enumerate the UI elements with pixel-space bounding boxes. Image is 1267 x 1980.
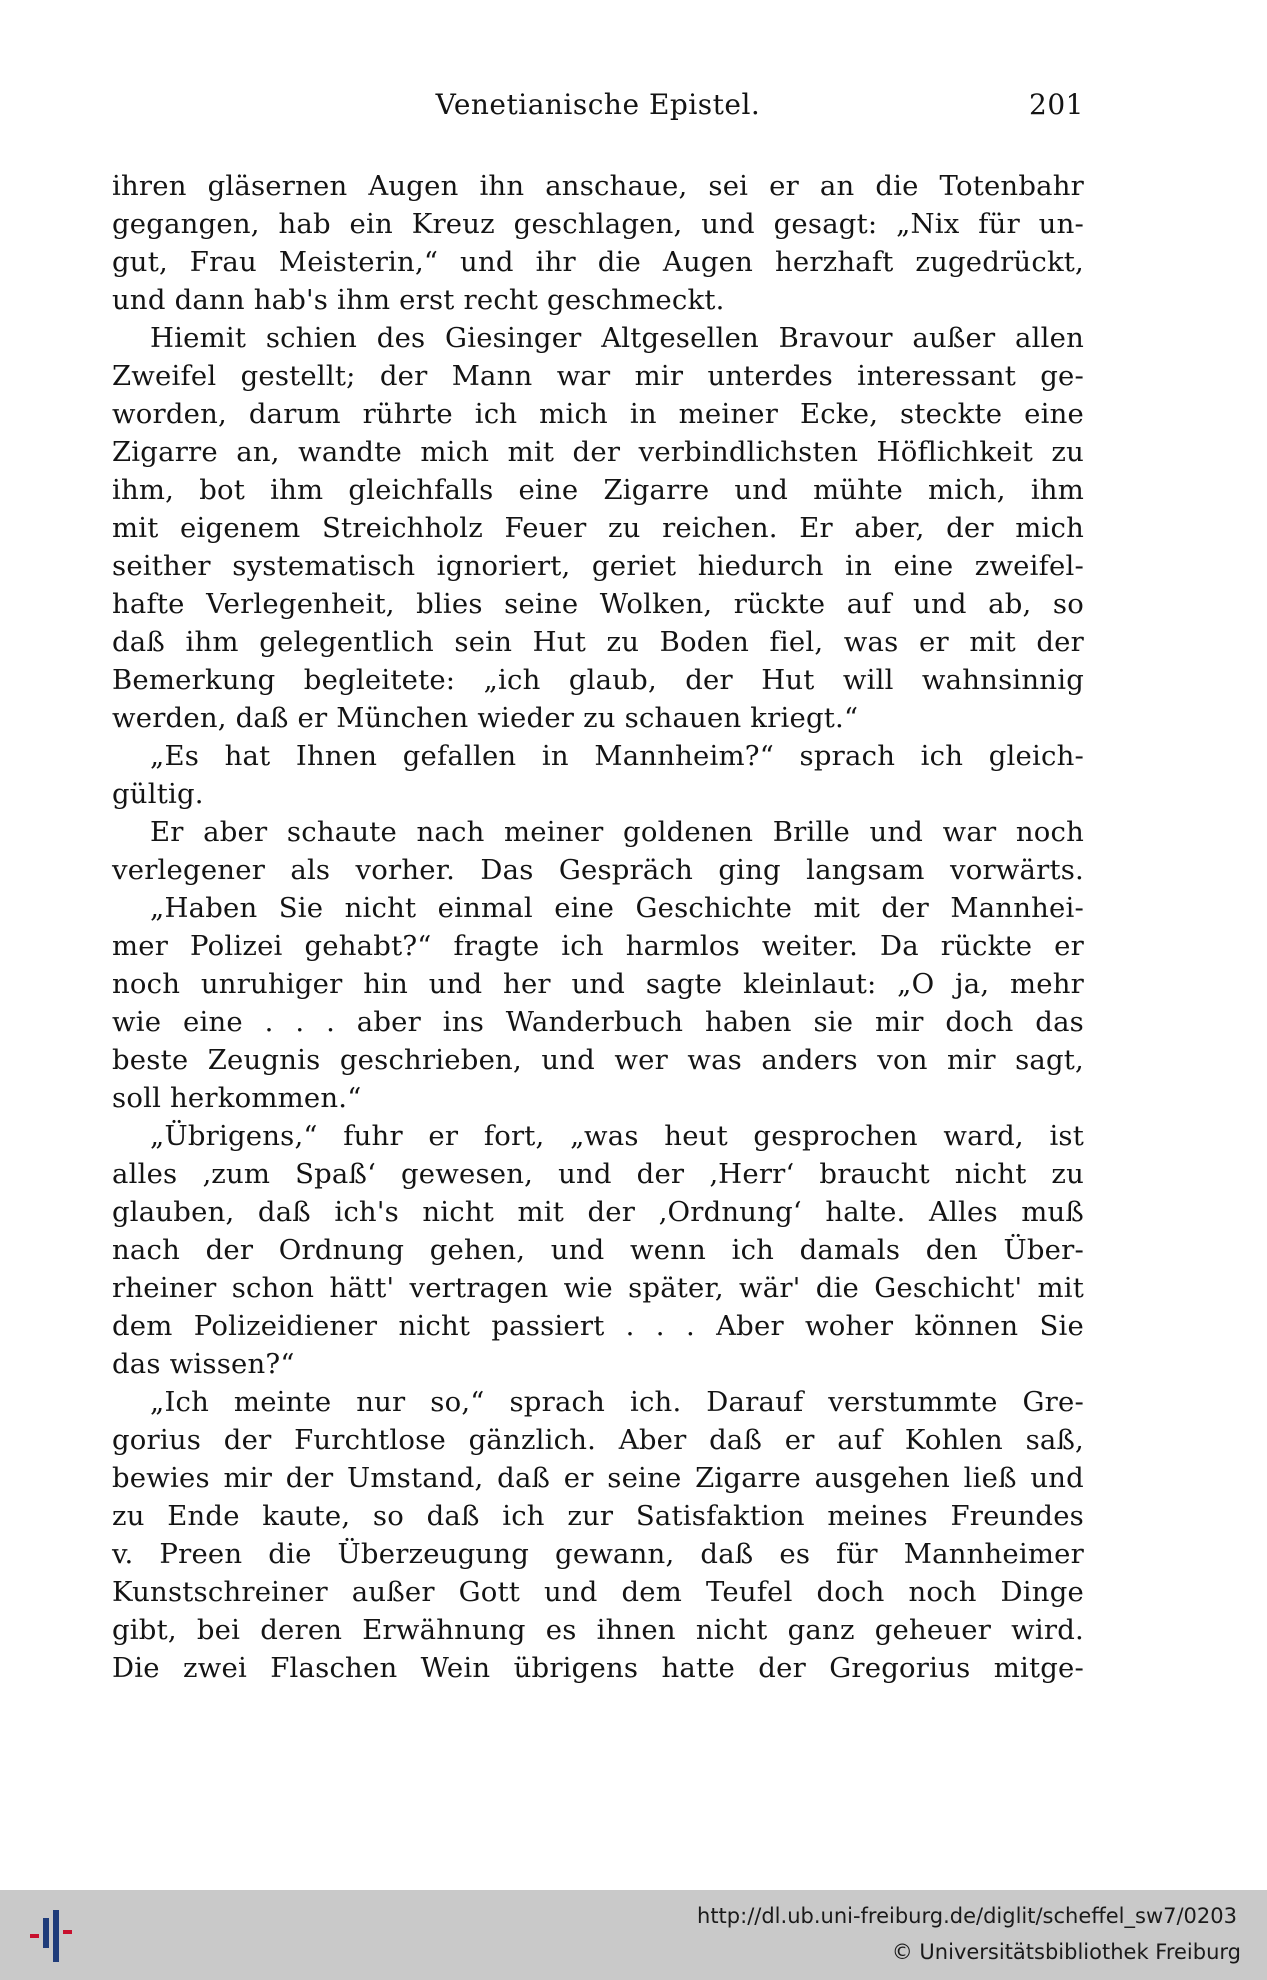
text-line: gut, Frau Meisterin,“ und ihr die Augen herzhaft zugedrückt,: [112, 246, 1084, 278]
text-line: „Ich meinte nur so,“ sprach ich. Darauf verstummte Gre-: [150, 1386, 1084, 1418]
page-number: 201: [1029, 88, 1084, 121]
text-line: nach der Ordnung gehen, und wenn ich damals den Über-: [112, 1234, 1084, 1266]
text-line: soll herkommen.“: [112, 1082, 362, 1114]
text-line: und dann hab's ihm erst recht geschmeckt.: [112, 284, 725, 316]
text-line: Zweifel gestellt; der Mann war mir unterdes interessant ge-: [112, 360, 1084, 392]
text-line: rheiner schon hätt' vertragen wie später, wär' die Geschicht' mit: [112, 1272, 1084, 1304]
text-line: daß ihm gelegentlich sein Hut zu Boden fiel, was er mit der: [112, 626, 1084, 658]
text-line: „Übrigens,“ fuhr er fort, „was heut gesprochen ward, ist: [150, 1120, 1084, 1152]
text-line: ihm, bot ihm gleichfalls eine Zigarre und mühte mich, ihm: [112, 474, 1084, 506]
text-line: mit eigenem Streichholz Feuer zu reichen. Er aber, der mich: [112, 512, 1084, 544]
text-line: verlegener als vorher. Das Gespräch ging langsam vorwärts.: [112, 854, 1084, 886]
text-line: Hiemit schien des Giesinger Altgesellen Bravour außer allen: [150, 322, 1084, 354]
text-line: ihren gläsernen Augen ihn anschaue, sei er an die Totenbahr: [112, 170, 1084, 202]
text-line: Zigarre an, wandte mich mit der verbindlichsten Höflichkeit zu: [112, 436, 1084, 468]
running-head: [112, 88, 1084, 128]
text-line: gibt, bei deren Erwähnung es ihnen nicht ganz geheuer wird.: [112, 1614, 1084, 1646]
text-line: Kunstschreiner außer Gott und dem Teufel doch noch Dinge: [112, 1576, 1084, 1608]
text-line: gegangen, hab ein Kreuz geschlagen, und gesagt: „Nix für un-: [112, 208, 1084, 240]
text-line: das wissen?“: [112, 1348, 295, 1380]
text-line: worden, darum rührte ich mich in meiner Ecke, steckte eine: [112, 398, 1084, 430]
text-line: „Es hat Ihnen gefallen in Mannheim?“ sprach ich gleich-: [150, 740, 1084, 772]
text-line: glauben, daß ich's nicht mit der ‚Ordnung‘ halte. Alles muß: [112, 1196, 1084, 1228]
footer-copyright: © Universitätsbibliothek Freiburg: [891, 1940, 1241, 1964]
text-line: alles ‚zum Spaß‘ gewesen, und der ‚Herr‘ braucht nicht zu: [112, 1158, 1084, 1190]
text-line: dem Polizeidiener nicht passiert . . . Aber woher können Sie: [112, 1310, 1084, 1342]
text-line: mer Polizei gehabt?“ fragte ich harmlos weiter. Da rückte er: [112, 930, 1084, 962]
text-line: zu Ende kaute, so daß ich zur Satisfaktion meines Freundes: [112, 1500, 1084, 1532]
text-line: noch unruhiger hin und her und sagte kleinlaut: „O ja, mehr: [112, 968, 1084, 1000]
running-title: Venetianische Epistel.: [435, 88, 761, 121]
text-line: „Haben Sie nicht einmal eine Geschichte mit der Mannhei-: [150, 892, 1084, 924]
text-line: seither systematisch ignoriert, geriet hiedurch in eine zweifel-: [112, 550, 1084, 582]
text-line: gorius der Furchtlose gänzlich. Aber daß er auf Kohlen saß,: [112, 1424, 1084, 1456]
text-line: Die zwei Flaschen Wein übrigens hatte der Gregorius mitge-: [112, 1652, 1084, 1684]
text-line: hafte Verlegenheit, blies seine Wolken, rückte auf und ab, so: [112, 588, 1084, 620]
body-text: [112, 167, 1084, 1687]
text-line: gültig.: [112, 778, 204, 810]
text-line: Bemerkung begleitete: „ich glaub, der Hut will wahnsinnig: [112, 664, 1084, 696]
text-line: Er aber schaute nach meiner goldenen Brille und war noch: [150, 816, 1084, 848]
text-line: werden, daß er München wieder zu schauen kriegt.“: [112, 702, 859, 734]
text-line: beste Zeugnis geschrieben, und wer was anders von mir sagt,: [112, 1044, 1084, 1076]
footer-bar: [0, 1890, 1267, 1980]
text-line: wie eine . . . aber ins Wanderbuch haben sie mir doch das: [112, 1006, 1084, 1038]
footer-url[interactable]: http://dl.ub.uni-freiburg.de/diglit/scheffel_sw7/0203: [697, 1904, 1237, 1928]
text-line: bewies mir der Umstand, daß er seine Zigarre ausgehen ließ und: [112, 1462, 1084, 1494]
ub-freiburg-logo-icon: [26, 1904, 80, 1966]
text-line: v. Preen die Überzeugung gewann, daß es für Mannheimer: [112, 1538, 1084, 1570]
